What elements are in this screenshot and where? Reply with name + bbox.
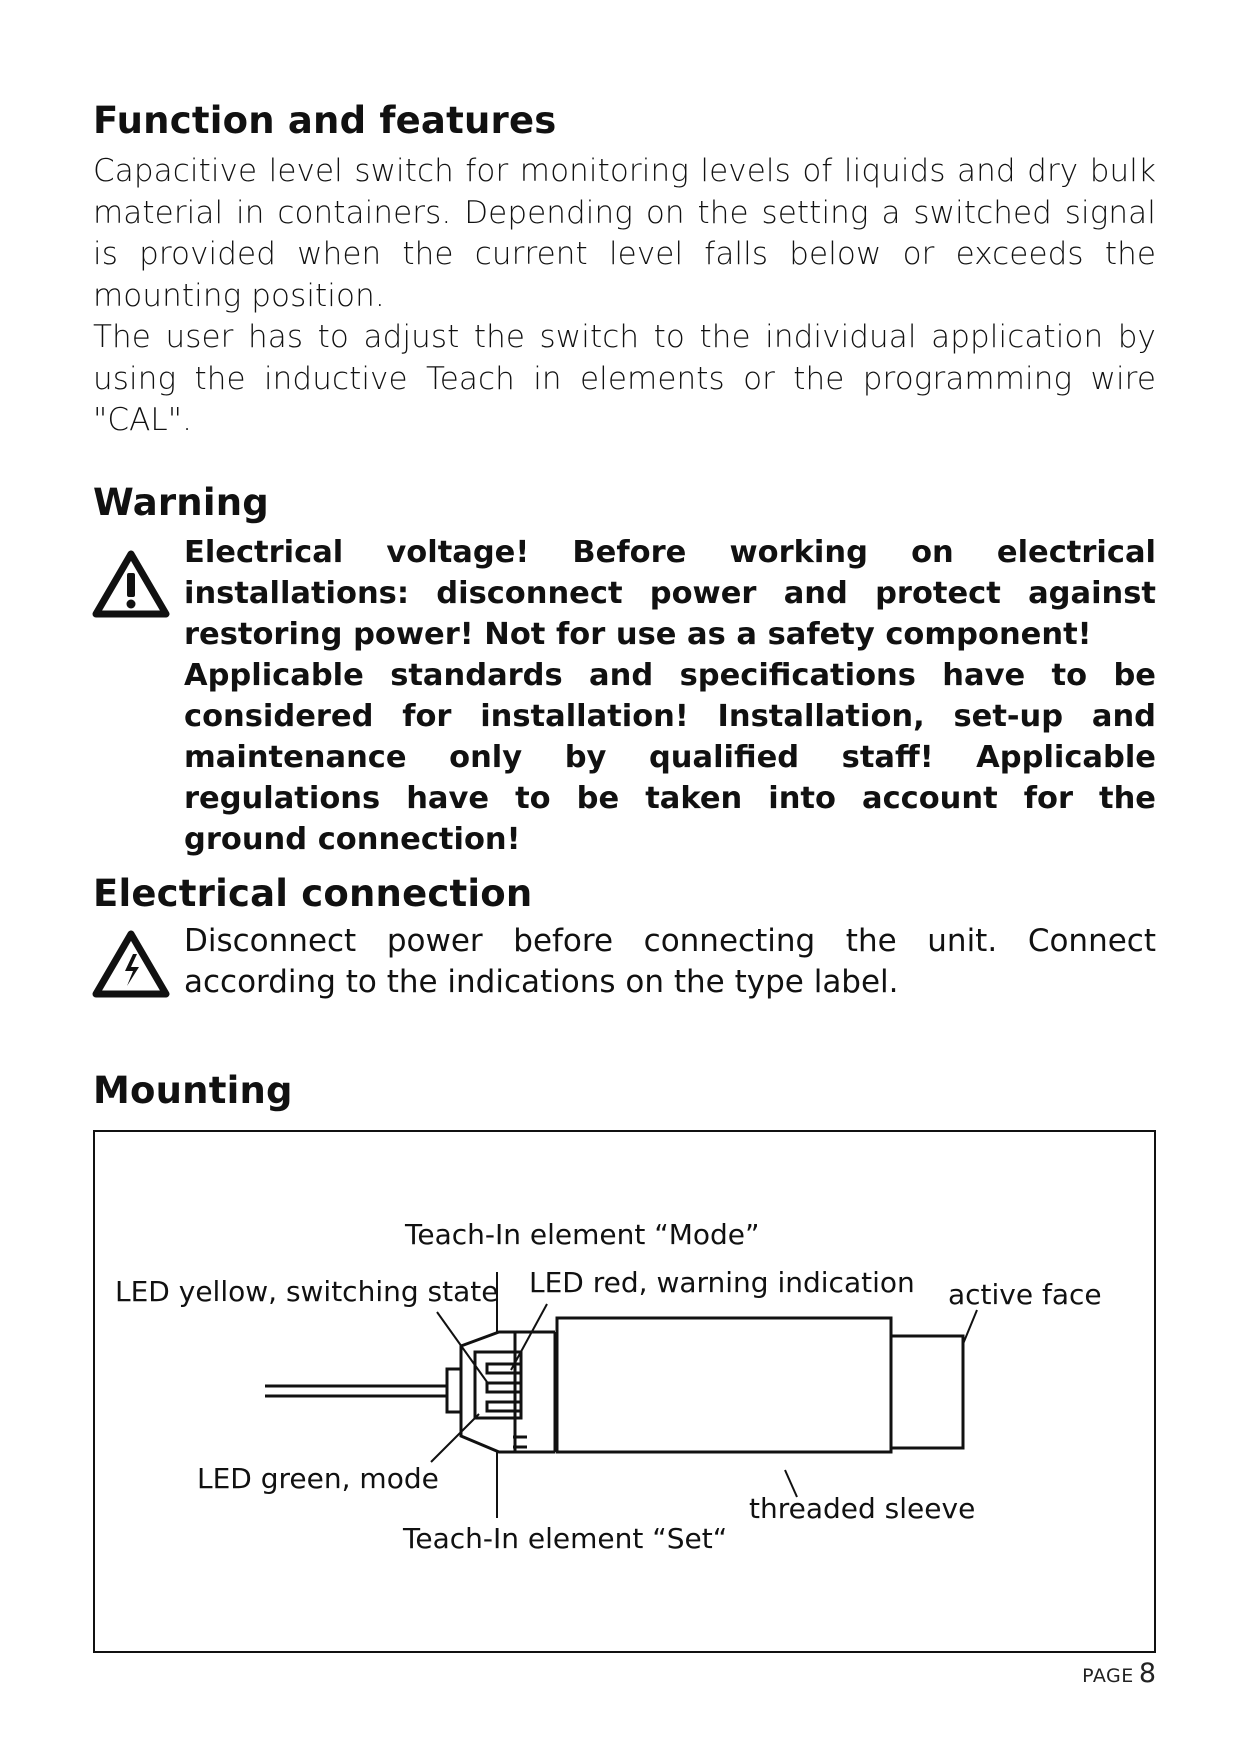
- function-paragraph-1: Capacitive level switch for monitoring levels of liquids and dry bulk material in containers. Depending on the setting a switched signal is provided when the current level falls below or exceeds the mounting position.: [93, 153, 1156, 314]
- label-led-yellow: LED yellow, switching state: [115, 1275, 499, 1308]
- page-footer: [1082, 1658, 1156, 1689]
- label-led-green: LED green, mode: [197, 1462, 439, 1495]
- label-threaded-sleeve: threaded sleeve: [749, 1492, 976, 1525]
- warning-paragraph-1: Electrical voltage! Before working on electrical installations: disconnect power and protect against restoring power! Not for use as a safety component!: [184, 535, 1156, 652]
- warning-heading: Warning: [93, 481, 269, 524]
- high-voltage-warning-triangle-icon: [92, 929, 170, 1003]
- function-paragraph-2: The user has to adjust the switch to the individual application by using the inductive Teach in elements or the programming wire "CAL".: [93, 319, 1156, 438]
- mounting-heading: Mounting: [93, 1069, 293, 1112]
- page-label: PAGE: [1082, 1665, 1134, 1687]
- label-led-red: LED red, warning indication: [529, 1266, 915, 1299]
- electrical-heading: Electrical connection: [93, 872, 533, 915]
- label-teach-in-set: Teach-In element “Set“: [403, 1522, 728, 1555]
- sensor-drawing: [95, 1132, 1153, 1650]
- function-text: [93, 151, 1156, 442]
- exclamation-warning-triangle-icon: [92, 549, 170, 623]
- warning-text: [184, 532, 1156, 860]
- warning-paragraph-2: Applicable standards and specifications have to be considered for installation! Installation, set-up and maintenance only by qualified staff! Applicable regulations have to be taken into account for the ground connection!: [184, 658, 1156, 857]
- mounting-diagram: [93, 1130, 1156, 1653]
- label-active-face: active face: [948, 1278, 1102, 1311]
- page-number: 8: [1138, 1658, 1156, 1689]
- function-heading: Function and features: [93, 99, 557, 142]
- electrical-text: Disconnect power before connecting the unit. Connect according to the indications on the type label.: [184, 923, 1156, 1000]
- label-teach-in-mode: Teach-In element “Mode”: [405, 1218, 760, 1251]
